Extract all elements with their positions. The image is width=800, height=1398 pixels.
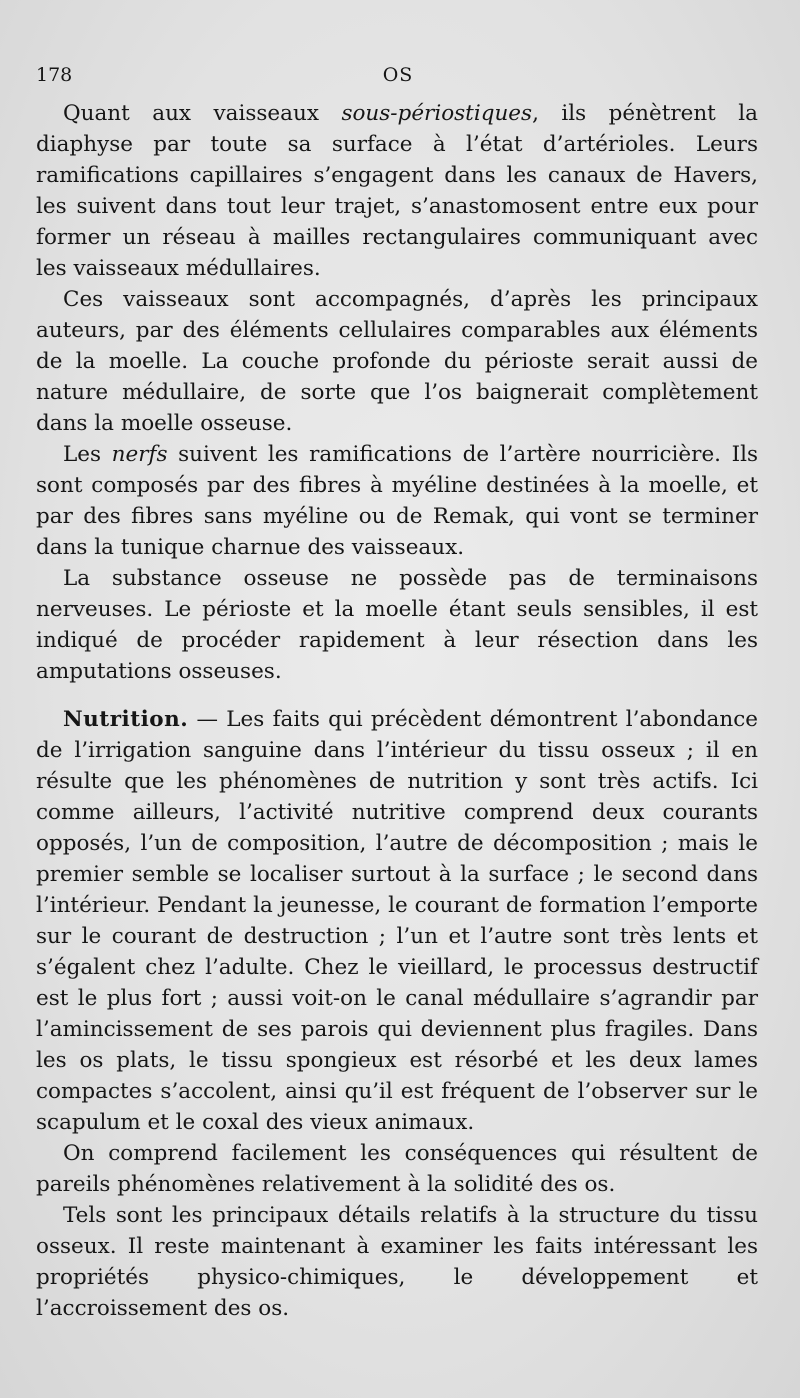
page-header [36, 62, 760, 88]
paragraph-consequences: On comprend facilement les conséquences qui résultent de pareils phénomènes relativement à la solidité des os. [36, 1141, 758, 1197]
italic-term-sous-periostiques: sous-périostiques [341, 101, 533, 126]
italic-term-nerfs: nerfs [111, 442, 168, 467]
paragraph-bone-substance: La substance osseuse ne possède pas de terminaisons nerveuses. Le périoste et la moelle étant seuls sensibles, il est indiqué de procéder rapidement à leur résection dans les amputations osseuses. [36, 566, 758, 684]
paragraph-lead: Quant aux vaisseaux [63, 101, 342, 126]
running-head: OS [382, 64, 414, 86]
paragraph-conclusion: Tels sont les principaux détails relatifs à la structure du tissu osseux. Il reste maintenant à examiner les faits intéressant les propriétés physico-chimiques, le développement et l’accroissement des os. [36, 1203, 758, 1321]
paragraph-subperiosteal-vessels [36, 98, 758, 284]
paragraph-cellular-elements: Ces vaisseaux sont accompagnés, d’après les principaux auteurs, par des éléments cellulaires comparables aux éléments de la moelle. La couche profonde du périoste serait aussi de nature médullaire, de sorte que l’os baignerait complètement dans la moelle osseuse. [36, 287, 758, 436]
paragraph-rest: — Les faits qui précèdent démontrent l’abondance de l’irrigation sanguine dans l’intérieur du tissu osseux ; il en résulte que les phénomènes de nutrition y sont très actifs. Ici comme ailleurs, l’activité nutritive comprend deux courants opposés, l’un de composition, l’autre de décomposition ; mais le premier semble se localiser surtout à la surface ; le second dans l’intérieur. Pendant la jeunesse, le courant de formation l’emporte sur le courant de destruction ; l’un et l’autre sont très lents et s’égalent chez l’adulte. Chez le vieillard, le processus destructif est le plus fort ; aussi voit-on le canal médullaire s’agrandir par l’amincissement de ses parois qui deviennent plus fragiles. Dans les os plats, le tissu spongieux est résorbé et les deux lames compactes s’accolent, ainsi qu’il est fréquent de l’observer sur le scapulum et le coxal des vieux animaux. [36, 707, 758, 1135]
paragraph-rest: suivent les ramifications de l’artère nourricière. Ils sont composés par des fibres à myéline destinées à la moelle, et par des fibres sans myéline ou de Remak, qui vont se terminer dans la tunique charnue des vaisseaux. [36, 442, 759, 560]
paragraph-nutrition [36, 704, 758, 1138]
paragraph-rest: , ils pénètrent la diaphyse par toute sa surface à l’état d’artérioles. Leurs ramifications capillaires s’engagent dans les canaux de Havers, les suivent dans tout leur trajet, s’anastomosent entre eux pour former un réseau à mailles rectangulaires communiquant avec les vaisseaux médullaires. [36, 101, 758, 281]
section-runin-heading: Nutrition. [63, 707, 189, 732]
page-number: 178 [36, 64, 73, 86]
paragraph-nerves [36, 439, 758, 563]
paragraph-lead: Les [63, 442, 112, 467]
body-text [36, 98, 758, 1324]
